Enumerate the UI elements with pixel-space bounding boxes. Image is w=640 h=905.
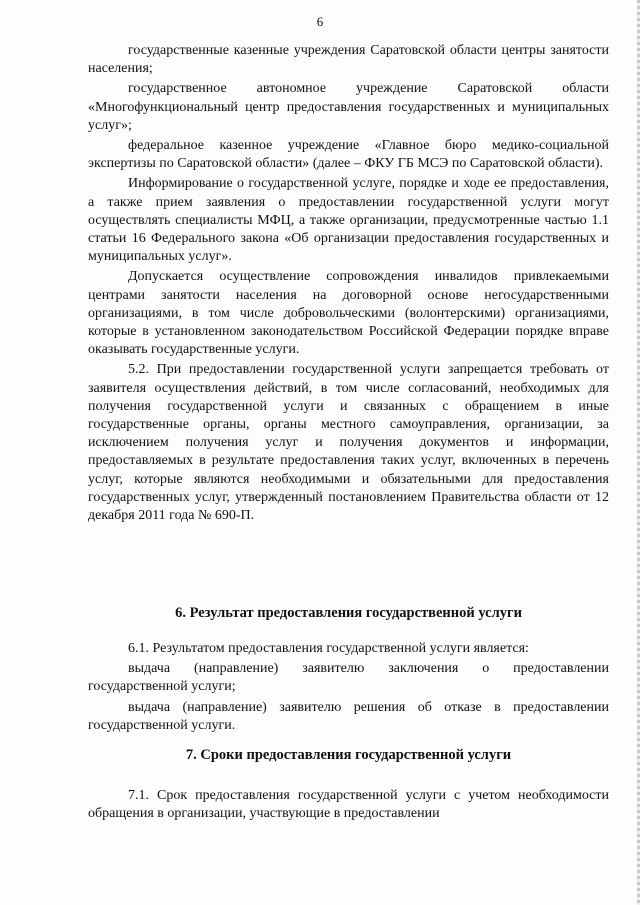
section-heading: 6. Результат предоставления государственной услуги	[175, 605, 522, 621]
section-heading: 7. Сроки предоставления государственной услуги	[185, 747, 512, 763]
paragraph: Информирование о государственной услуге, порядке и ходе ее предоставления, а также прием заявления о предоставлении государственной услуги могут осуществлять специалисты МФЦ, а также организации, предусмотренные частью 1.1 статьи 16 Федерального закона «Об организации предоставления государственных и муниципальных услуг».	[88, 176, 609, 265]
paragraph: 6.1. Результатом предоставления государственной услуги является:	[128, 641, 529, 656]
section-7-heading-wrap	[88, 747, 609, 764]
page-number: 6	[316, 14, 324, 29]
paragraph: 5.2. При предоставлении государственной услуги запрещается требовать от заявителя осуществления действий, в том числе согласований, необходимых для получения государственной услуги и связанных с обращением в иные государственные органы, органы местного самоуправления, организации, за исключением получения услуг и получения документов и информации, предоставляемых в результате предоставления таких услуг, включенных в перечень услуг, которые являются необходимыми и обязательными для предоставления государственных услуг, утвержденный постановлением Правительства области от 12 декабря 2011 года № 690-П.	[88, 362, 609, 524]
section-6-heading-wrap	[88, 605, 609, 622]
paragraph: выдача (направление) заявителю решения об отказе в предоставлении государственной услуги.	[88, 699, 609, 733]
paragraph: федеральное казенное учреждение «Главное бюро медико-социальной экспертизы по Саратовской области» (далее – ФКУ ГБ МСЭ по Саратовской области).	[88, 138, 609, 172]
paragraph: Допускается осуществление сопровождения инвалидов привлекаемыми центрами занятости населения на договорной основе негосударственными организациями, в том числе добровольческими (волонтерскими) организациями, которые в установленном законодательством Российской Федерации порядке вправе оказывать государственные услуги.	[88, 269, 609, 358]
paragraph: выдача (направление) заявителю заключения о предоставлении государственной услуги;	[88, 661, 609, 695]
section-6-body	[88, 640, 609, 737]
body-text-top	[88, 42, 609, 527]
paragraph: государственные казенные учреждения Саратовской области центры занятости населения;	[88, 43, 609, 77]
paragraph: государственное автономное учреждение Саратовской области «Многофункциональный центр предоставления государственных и муниципальных услуг»;	[88, 81, 609, 133]
section-7-body	[88, 787, 609, 823]
paragraph: 7.1. Срок предоставления государственной услуги с учетом необходимости обращения в организации, участвующие в предоставлении	[88, 788, 609, 822]
